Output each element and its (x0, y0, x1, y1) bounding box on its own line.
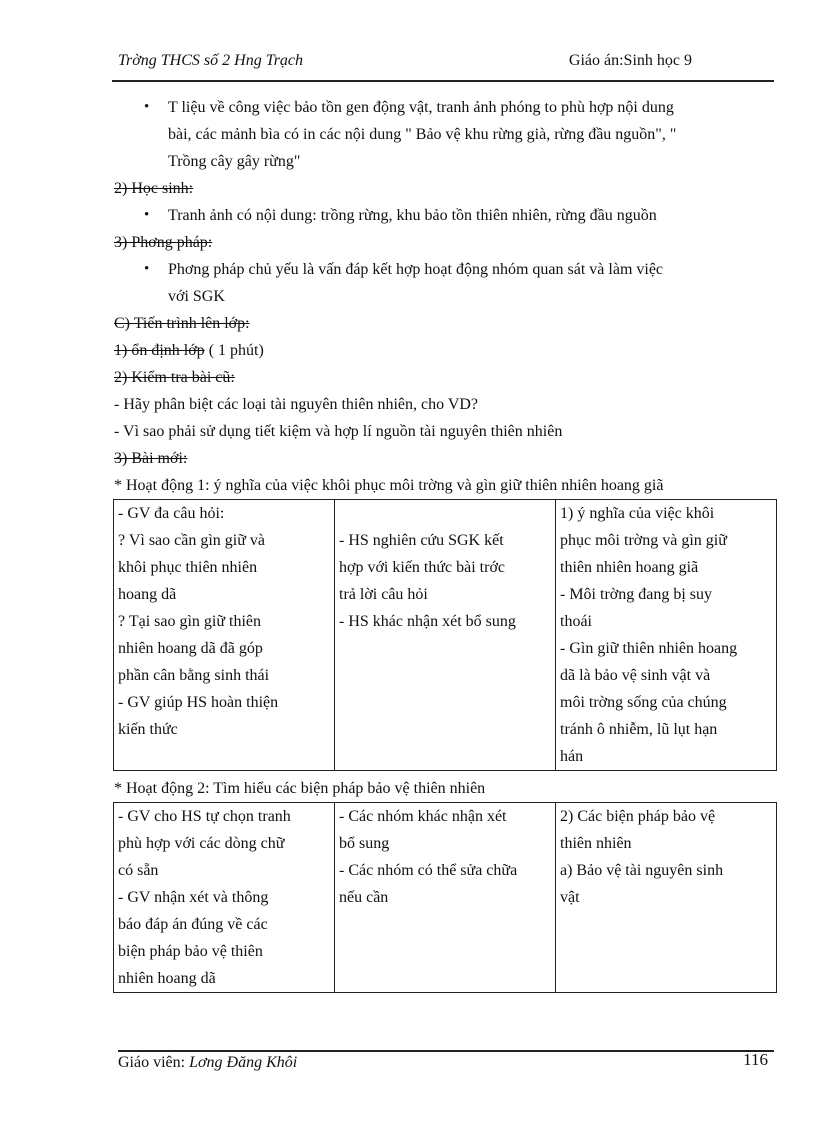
cell-line: 2) Các biện pháp bảo vệ (560, 808, 716, 825)
school-name: Trờng THCS số 2 Hng Trạch (118, 52, 304, 69)
teacher-credit (118, 1054, 297, 1072)
lesson-content-cell (556, 500, 777, 771)
table-row (114, 500, 777, 771)
cell-line: - GV đa câu hỏi: (118, 505, 225, 522)
text-line: Tranh ảnh có nội dung: trồng rừng, khu bảo tồn thiên nhiên, rừng đầu nguồn (168, 207, 657, 224)
cell-line: bổ sung (339, 835, 390, 852)
cell-line: môi trờng sống của chúng (560, 694, 727, 711)
cell-line: nhiên hoang dã đã góp (118, 640, 263, 657)
student-heading: 2) Học sinh: (114, 180, 194, 197)
text-line: T liệu về công việc bảo tồn gen động vật, tranh ảnh phóng to phù hợp nội dung (168, 99, 674, 116)
step3-heading: 3) Bài mới: (114, 450, 188, 467)
cell-line: hán (560, 748, 584, 765)
cell-line: - Gìn giữ thiên nhiên hoang (560, 640, 738, 657)
teacher-activity-cell (114, 500, 335, 771)
lesson-content-cell (556, 803, 777, 993)
review-question: - Hãy phân biệt các loại tài nguyên thiên nhiên, cho VD? (114, 396, 479, 413)
cell-line: biện pháp bảo vệ thiên (118, 943, 263, 960)
cell-line: hợp với kiến thức bài trớc (339, 559, 506, 576)
cell-line: hoang dã (118, 586, 177, 603)
cell-line: vật (560, 889, 580, 906)
step1-line (114, 337, 774, 364)
cell-line: báo đáp án đúng về các (118, 916, 268, 933)
activity1-table (113, 499, 777, 771)
page-footer (118, 1050, 774, 1078)
table-row (114, 803, 777, 993)
teacher-activity-cell (114, 803, 335, 993)
activity2-title: * Hoạt động 2: Tìm hiểu các biện pháp bảo vệ thiên nhiên (114, 780, 486, 797)
text-line: Trồng cây gây rừng" (168, 153, 301, 170)
cell-line: thiên nhiên (560, 835, 632, 852)
cell-line: ? Vì sao cần gìn giữ và (118, 532, 266, 549)
student-activity-cell (335, 500, 556, 771)
cell-line: dã là bảo vệ sinh vật và (560, 667, 711, 684)
header-divider (112, 80, 774, 82)
cell-line: - HS nghiên cứu SGK kết (339, 532, 504, 549)
cell-line: phần cân bằng sinh thái (118, 667, 270, 684)
teacher-label: Giáo viên: (118, 1054, 190, 1071)
subject-title: Giáo án:Sinh học 9 (568, 52, 692, 69)
footer-divider (118, 1050, 774, 1052)
cell-line: thiên nhiên hoang giã (560, 559, 699, 576)
cell-line: - GV cho HS tự chọn tranh (118, 808, 291, 825)
method-heading: 3) Phơng pháp: (114, 234, 213, 251)
cell-line: - GV nhận xét và thông (118, 889, 269, 906)
page-header (118, 52, 696, 76)
teacher-materials-bullet (114, 94, 774, 175)
activity1-title: * Hoạt động 1: ý nghĩa của việc khôi phục môi trờng và gìn giữ thiên nhiên hoang giã (114, 477, 664, 494)
step1-duration: ( 1 phút) (204, 342, 264, 359)
cell-line: - Các nhóm khác nhận xét (339, 808, 507, 825)
cell-line: phù hợp với các dòng chữ (118, 835, 285, 852)
text-line: bài, các mảnh bìa có in các nội dung " Bảo vệ khu rừng già, rừng đầu nguồn", " (168, 126, 677, 143)
document-body (114, 94, 774, 993)
bullet-icon: • (144, 261, 150, 277)
student-materials-bullet (114, 202, 774, 229)
cell-line: 1) ý nghĩa của việc khôi (560, 505, 715, 522)
bullet-icon: • (144, 207, 150, 223)
cell-line: nhiên hoang dã (118, 970, 216, 987)
cell-line: a) Bảo vệ tài nguyên sinh (560, 862, 724, 879)
cell-line: - HS khác nhận xét bổ sung (339, 613, 516, 630)
teacher-name: Lơng Đăng Khôi (189, 1054, 298, 1071)
bullet-icon: • (144, 99, 150, 115)
cell-line: - Các nhóm có thể sửa chữa (339, 862, 518, 879)
student-activity-cell (335, 803, 556, 993)
section-c-heading: C) Tiến trình lên lớp: (114, 315, 250, 332)
review-question: - Vì sao phải sử dụng tiết kiệm và hợp lí nguồn tài nguyên thiên nhiên (114, 423, 563, 440)
text-line: với SGK (168, 288, 225, 305)
cell-line: - Môi trờng đang bị suy (560, 586, 713, 603)
step1-label: 1) ổn định lớp (114, 342, 205, 359)
cell-line: kiến thức (118, 721, 178, 738)
cell-line: khôi phục thiên nhiên (118, 559, 258, 576)
cell-line: - GV giúp HS hoàn thiện (118, 694, 279, 711)
cell-line: thoái (560, 613, 592, 630)
activity2-table (113, 802, 777, 993)
step2-heading: 2) Kiểm tra bài cũ: (114, 369, 235, 386)
cell-line: có sẵn (118, 862, 159, 879)
page-number: 116 (743, 1050, 768, 1069)
cell-line: ? Tại sao gìn giữ thiên (118, 613, 262, 630)
text-line: Phơng pháp chủ yếu là vấn đáp kết hợp hoạt động nhóm quan sát và làm việc (168, 261, 664, 278)
method-bullet (114, 256, 774, 310)
cell-line: nếu cần (339, 889, 389, 906)
cell-line: tránh ô nhiễm, lũ lụt hạn (560, 721, 718, 738)
cell-line: trả lời câu hỏi (339, 586, 428, 603)
cell-line: phục môi trờng và gìn giữ (560, 532, 727, 549)
